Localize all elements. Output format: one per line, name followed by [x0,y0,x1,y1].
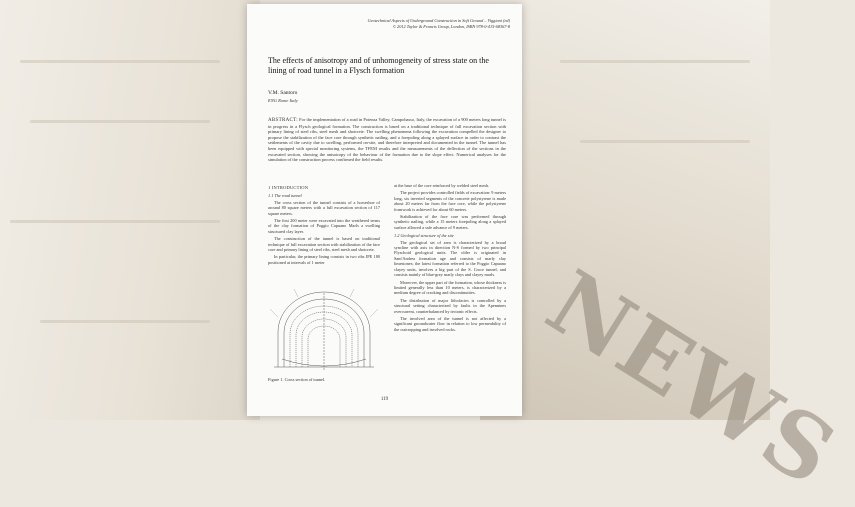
background-news-word: NEWS [529,250,855,507]
paragraph: In particular, the primary lining consists in two ribs IPE 180 positioned at intervals of 1 meter [268,254,380,265]
figure-caption: Figure 1. Cross section of tunnel. [268,377,326,382]
author-name: V.M. Santoro [268,90,298,96]
paragraph: The cross section of the tunnel consists of a horseshoe of around 80 square meters with a full excavation section of 117 square meters. [268,199,380,216]
blur-line [30,120,210,123]
paragraph: The first 200 meter were excavated into the weathered terms of the clay formation of Poggio Capuano Marls a swelling structured clay layer. [268,218,380,234]
author-affiliation: ENG Rome Italy [268,98,298,103]
paragraph: The distribution of major lithofacies is controlled by a structural setting characterized by faults in the Apennines overcurrent, counterbalanced by tectonic effects. [394,297,506,314]
abstract [268,117,506,163]
blur-line [20,60,220,63]
running-header [368,18,510,29]
paragraph: Stabilization of the face core was performed through synthetic nailing, while a 15 meters forepoling along a splayed surface allowed a safe advance of 9 meters. [394,214,506,230]
abstract-text: For the implementation of a road in Potenza Valley, Campobasso, Italy, the excavation of a 900 meters long tunnel is in progress in a Flysch geological formation. The construction is based on a traditional technique of full excavation section with primary lining of steel ribs, steel mesh and shotcrete. The swelling phenomena following the excavation compelled the designer to propose the stabilization of the face core through synthetic nailing, and a forepoling along a splayed surface in order to contrast the settlements of the cavity due to swelling, performed on-site, and therefore interpreted and documented in the tunnel. The tunnel has been equipped with special monitoring systems, the TFEM results and the measurements of the deflection of the sections in the excavated section, showing the anisotropy of the behaviour of the formation due to the slope effect. Numerical analyses for the simulation of the construction process confirmed the field results. [268,117,506,163]
header-line-2: © 2012 Taylor & Francis Group, London, ISBN 978-0-415-68367-8 [392,23,510,29]
blur-line [580,140,750,143]
subsection-heading: 1.1 The road tunnel [268,193,302,199]
paragraph: The construction of the tunnel is based on traditional technique of full excavation section with stabilization of the face core and primary lining of steel ribs, steel mesh and shotcrete. [268,236,380,253]
paragraph: The geological set of area is characterized by a broad syncline with axis in direction N-S formed by two principal Flyschoid geological units. The older is originated in Sant'Andrea formation age and consists of marly clay limestones; the latest formation referred to the Poggio Capuano clayey units, involves a big part of the S. Croce tunnel, and consists mainly of blue-grey marly clays and clayey marls. [394,239,506,278]
paragraph: The involved area of the tunnel is not affected by a significant groundwater flow in relation to low permeability of the outcropping and involved rocks. [394,315,506,332]
paragraph: The project provides controlled fields of excavation: 9 meters long, six inverted segments of the concrete polystyrene is made about 20 meters far from the face core, while the polystyrene formwork is achieved for about 60 meters. [394,190,506,212]
paper-title: The effects of anisotropy and of unhomogeneity of stress state on the lining of road tunnel in a Flysch formation [268,56,489,75]
paragraph: Moreover, the upper part of the formation, whose thickness is limited generally less than 10 meters, is characterized by a medium degree of cracking and discontinuities. [394,279,506,296]
tunnel-cross-section-figure [268,287,380,375]
abstract-label: ABSTRACT: [268,118,298,123]
blur-line [560,60,750,63]
paper-page [247,4,522,416]
blur-line [10,220,220,223]
header-line-1: Geotechnical Aspects of Underground Construction in Soft Ground – Viggiani (ed) [367,18,510,23]
blur-line [40,320,210,323]
left-column [268,183,380,267]
paragraph: at the base of the core reinforced by welded steel mesh. [394,183,490,188]
subsection-heading: 1.2 Geological structure of the site [394,233,454,239]
section-heading: 1 INTRODUCTION [268,185,309,190]
background-left-paper [0,0,260,420]
right-column [394,183,506,334]
page-number: 119 [380,397,389,402]
